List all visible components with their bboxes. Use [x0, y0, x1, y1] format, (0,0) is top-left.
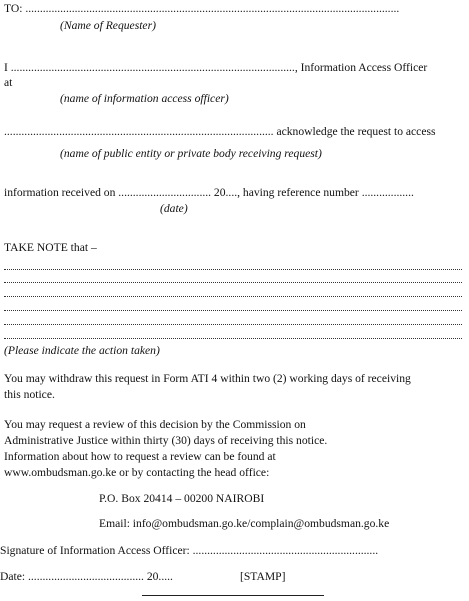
review-line-3: Information about how to request a review can be found at: [4, 450, 276, 463]
signature-line: Signature of Information Access Officer: ................................................................: [0, 544, 379, 557]
po-box: P.O. Box 20414 – 00200 NAIROBI: [99, 492, 265, 505]
officer-line: [4, 61, 466, 75]
review-line-4: www.ombudsman.go.ke or by contacting the head office:: [4, 466, 270, 479]
entity-line-end: acknowledge the request to access: [276, 125, 436, 138]
review-line-2: Administrative Justice within thirty (30) days of receiving this notice.: [4, 434, 328, 447]
officer-caption: (name of information access officer): [60, 92, 229, 105]
footer-rule: [142, 595, 324, 596]
entity-line: [4, 125, 436, 139]
date-caption: (date): [160, 202, 188, 215]
action-line-6: [4, 338, 462, 339]
action-caption: (Please indicate the action taken): [4, 344, 160, 357]
entity-line-start: .............................................................................................: [4, 125, 274, 138]
entity-caption: (name of public entity or private body receiving request): [60, 147, 322, 160]
action-line-2: [4, 282, 462, 283]
action-line-4: [4, 310, 462, 311]
email-address: Email: info@ombudsman.go.ke/complain@ombudsman.go.ke: [99, 517, 390, 530]
action-line-3: [4, 296, 462, 297]
received-line: information received on ................................ 20...., having reference number ..................: [4, 186, 414, 199]
officer-line-start: I ..................................................................................................: [4, 61, 295, 74]
withdraw-line-2: this notice.: [4, 388, 55, 401]
withdraw-line-1: You may withdraw this request in Form ATI 4 within two (2) working days of receiving: [4, 372, 411, 385]
to-line: TO: .................................................................................................................................: [4, 2, 400, 15]
requester-caption: (Name of Requester): [60, 19, 156, 32]
at-word: at: [4, 76, 13, 89]
stamp-label: [STAMP]: [240, 570, 286, 583]
action-line-5: [4, 324, 462, 325]
take-note-heading: TAKE NOTE that –: [4, 241, 97, 254]
action-line-1: [4, 269, 462, 270]
date-line: Date: ........................................ 20.....: [0, 570, 173, 583]
officer-line-end: , Information Access Officer: [294, 61, 428, 74]
review-line-1: You may request a review of this decision by the Commission on: [4, 418, 306, 431]
